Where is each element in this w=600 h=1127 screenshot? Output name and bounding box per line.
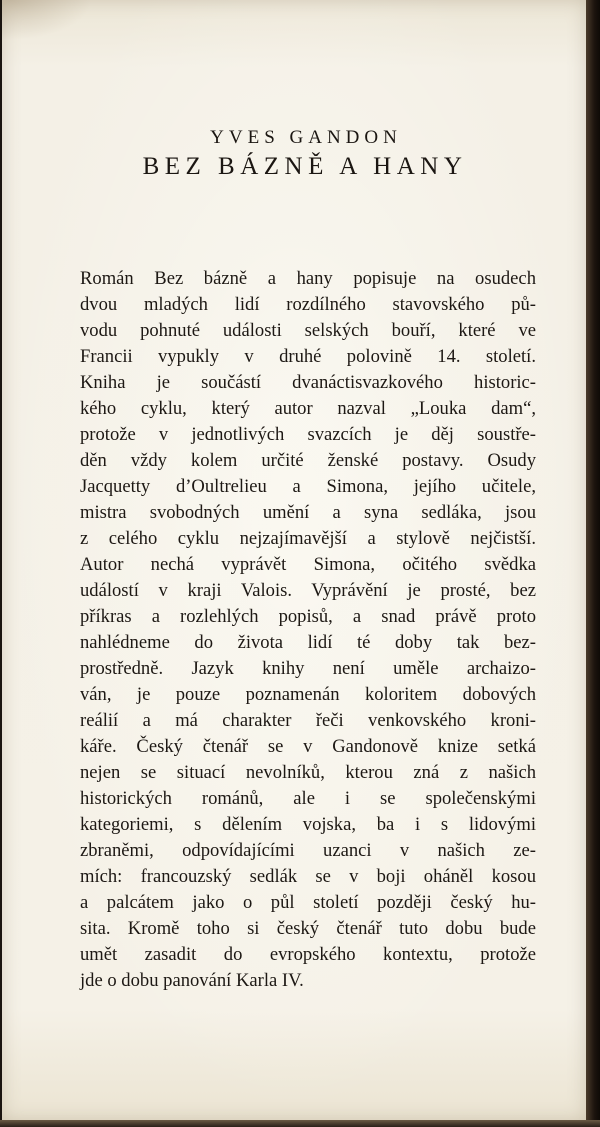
blurb-line: Jacquetty d’Oultrelieu a Simona, jejího učitele, — [80, 476, 536, 497]
blurb-line: historických románů, ale i se společenskými — [80, 788, 536, 809]
blurb-line: káře. Český čtenář se v Gandonově knize setká — [80, 736, 536, 757]
blurb-line: událostí v kraji Valois. Vyprávění je prosté, bez — [80, 580, 536, 601]
blurb-line: prostředně. Jazyk knihy není uměle archaizo- — [80, 658, 536, 679]
blurb-line: nejen se situací nevolníků, kterou zná z našich — [80, 762, 536, 783]
blurb-line: umět zasadit do evropského kontextu, protože — [80, 944, 536, 965]
page-bottom-edge — [0, 1120, 600, 1127]
blurb-line: dvou mladých lidí rozdílného stavovského pů- — [80, 294, 536, 315]
blurb-line: mistra svobodných umění a syna sedláka, jsou — [80, 502, 536, 523]
blurb-line: reálií a má charakter řeči venkovského kroni- — [80, 710, 536, 731]
author-name: YVES GANDON — [210, 127, 402, 148]
blurb-line: Kniha je součástí dvanáctisvazkového historic- — [80, 372, 536, 393]
blurb-line-last: jde o dobu panování Karla IV. — [80, 970, 304, 991]
blurb-line: a palcátem jako o půl století později český hu- — [80, 892, 536, 913]
blurb-line: mích: francouzský sedlák se v boji oháněl kosou — [80, 866, 536, 887]
blurb-line: Francii vypukly v druhé polovině 14. století. — [80, 346, 536, 367]
blurb-line: kého cyklu, který autor nazval „Louka dam“, — [80, 398, 536, 419]
blurb-line: z celého cyklu nejzajímavější a stylově nejčistší. — [80, 528, 536, 549]
blurb-line: příkras a rozlehlých popisů, a snad právě proto — [80, 606, 536, 627]
book-title: BEZ BÁZNĚ A HANY — [142, 153, 468, 180]
page-corner-wear — [2, 0, 92, 40]
blurb-line: zbraněmi, odpovídajícími uzanci v našich ze- — [80, 840, 536, 861]
blurb-line: děn vždy kolem určité ženské postavy. Osudy — [80, 450, 536, 471]
blurb-line: kategoriemi, s dělením vojska, ba i s lidovými — [80, 814, 536, 835]
blurb-line: Román Bez bázně a hany popisuje na osudech — [80, 268, 536, 289]
blurb-line: ván, je pouze poznamenán koloritem dobových — [80, 684, 536, 705]
blurb-line: vodu pohnuté události selských bouří, které ve — [80, 320, 536, 341]
blurb-line: protože v jednotlivých svazcích je děj soustře- — [80, 424, 536, 445]
blurb-line: sita. Kromě toho si český čtenář tuto dobu bude — [80, 918, 536, 939]
blurb-line: Autor nechá vyprávět Simona, očitého svědka — [80, 554, 536, 575]
blurb-line: nahlédneme do života lidí té doby tak bez- — [80, 632, 536, 653]
